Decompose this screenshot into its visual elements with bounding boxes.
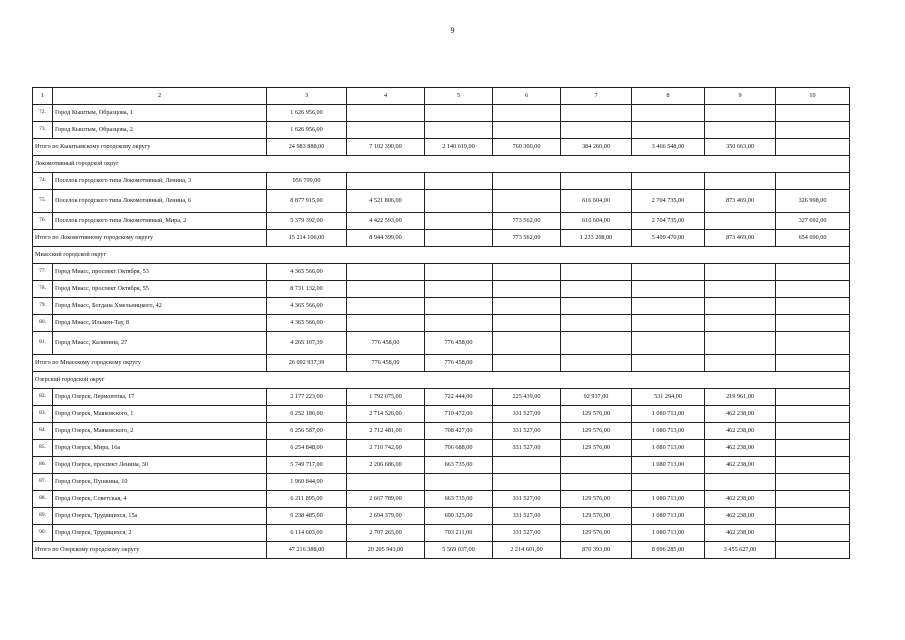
amount-cell: 5 749 717,00	[267, 457, 347, 474]
amount-cell: 1 080 713,00	[632, 406, 705, 423]
amount-cell	[776, 264, 850, 281]
table-row	[33, 474, 850, 491]
amount-cell	[776, 315, 850, 332]
amount-cell: 462 238,00	[705, 508, 776, 525]
amount-cell	[493, 190, 561, 213]
amount-cell	[776, 122, 850, 139]
amount-cell: 2 177 223,00	[267, 389, 347, 406]
table-row	[33, 122, 850, 139]
amount-cell: 708 427,00	[425, 423, 493, 440]
amount-cell: 776 458,00	[347, 355, 425, 372]
amount-cell	[347, 281, 425, 298]
address-cell: Город Кыштым, Образцова, 2	[53, 122, 267, 139]
section-label: Озерский городской округ	[33, 372, 850, 389]
amount-cell	[705, 298, 776, 315]
amount-cell: 6 238 485,00	[267, 508, 347, 525]
amount-cell: 462 238,00	[705, 457, 776, 474]
address-cell: Город Миасс, проспект Октября, 55	[53, 281, 267, 298]
amount-cell	[425, 264, 493, 281]
row-number: 89.	[33, 508, 53, 525]
amount-cell: 6 254 848,00	[267, 440, 347, 457]
header-cell: 3	[267, 88, 347, 105]
header-cell: 4	[347, 88, 425, 105]
table-row	[33, 298, 850, 315]
amount-cell	[493, 264, 561, 281]
table-row	[33, 423, 850, 440]
amount-cell: 2 714 526,00	[347, 406, 425, 423]
amount-cell: 331 527,00	[493, 525, 561, 542]
header-cell: 6	[493, 88, 561, 105]
amount-cell: 462 238,00	[705, 440, 776, 457]
amount-cell: 4 265 107,39	[267, 332, 347, 355]
total-label: Итого по Озерскому городскому округу	[33, 542, 267, 559]
amount-cell	[776, 508, 850, 525]
amount-cell: 776 458,00	[347, 332, 425, 355]
amount-cell: 15 214 106,00	[267, 230, 347, 247]
table-row	[33, 315, 850, 332]
row-number: 80.	[33, 315, 53, 332]
amount-cell	[776, 355, 850, 372]
amount-cell: 8 944 399,00	[347, 230, 425, 247]
amount-cell: 350 663,00	[705, 139, 776, 156]
address-cell: Поселок городского типа Локомотивный, Ленина, 6	[53, 190, 267, 213]
amount-cell	[425, 173, 493, 190]
amount-cell: 1 080 713,00	[632, 508, 705, 525]
amount-cell: 462 238,00	[705, 423, 776, 440]
amount-cell	[776, 173, 850, 190]
amount-cell: 8 731 132,00	[267, 281, 347, 298]
amount-cell: 1 626 956,00	[267, 122, 347, 139]
row-number: 87.	[33, 474, 53, 491]
amount-cell: 331 527,00	[493, 491, 561, 508]
amount-cell: 1 626 956,00	[267, 105, 347, 122]
table-row	[33, 508, 850, 525]
row-number: 78.	[33, 281, 53, 298]
amount-cell	[561, 315, 632, 332]
section-label: Локомотивный городской округ	[33, 156, 850, 173]
amount-cell: 4 422 593,00	[347, 213, 425, 230]
amount-cell: 773 562,00	[493, 230, 561, 247]
amount-cell: 462 238,00	[705, 491, 776, 508]
amount-cell	[493, 122, 561, 139]
amount-cell: 3 466 548,00	[632, 139, 705, 156]
amount-cell	[493, 355, 561, 372]
amount-cell	[776, 440, 850, 457]
amount-cell	[776, 491, 850, 508]
amount-cell: 20 205 943,00	[347, 542, 425, 559]
amount-cell	[493, 298, 561, 315]
amount-cell	[561, 281, 632, 298]
amount-cell: 3 455 627,00	[705, 542, 776, 559]
amount-cell	[776, 139, 850, 156]
amount-cell	[776, 525, 850, 542]
amount-cell: 129 576,00	[561, 440, 632, 457]
amount-cell	[493, 173, 561, 190]
amount-cell	[425, 122, 493, 139]
amount-cell: 531 294,00	[632, 389, 705, 406]
address-cell: Город Озерск, Трудящихся, 15а	[53, 508, 267, 525]
amount-cell: 2 707 265,00	[347, 525, 425, 542]
amount-cell	[493, 457, 561, 474]
amount-cell	[561, 173, 632, 190]
header-cell: 5	[425, 88, 493, 105]
table-row	[33, 440, 850, 457]
row-number: 81.	[33, 332, 53, 355]
table-row	[33, 332, 850, 355]
amount-cell	[561, 122, 632, 139]
amount-cell	[705, 213, 776, 230]
row-number: 83.	[33, 406, 53, 423]
amount-cell	[632, 281, 705, 298]
total-row	[33, 139, 850, 156]
amount-cell	[705, 173, 776, 190]
address-cell: Город Озерск, Пушкина, 10	[53, 474, 267, 491]
amount-cell: 870 393,00	[561, 542, 632, 559]
amount-cell: 7 102 390,00	[347, 139, 425, 156]
amount-cell	[776, 298, 850, 315]
table-row	[33, 457, 850, 474]
amount-cell: 1 080 713,00	[632, 491, 705, 508]
amount-cell: 873 469,00	[705, 230, 776, 247]
amount-cell: 4 365 566,00	[267, 315, 347, 332]
amount-cell	[561, 474, 632, 491]
amount-cell	[561, 298, 632, 315]
amount-cell: 1 080 713,00	[632, 525, 705, 542]
page-number: 9	[450, 26, 455, 35]
address-cell: Город Миасс, Калинина, 27	[53, 332, 267, 355]
row-number: 84.	[33, 423, 53, 440]
amount-cell	[347, 173, 425, 190]
amount-cell: 2 140 619,00	[425, 139, 493, 156]
amount-cell	[347, 474, 425, 491]
amount-cell: 703 211,00	[425, 525, 493, 542]
amount-cell	[705, 355, 776, 372]
row-number: 82.	[33, 389, 53, 406]
address-cell: Город Миасс, Богдана Хмельницкого, 42	[53, 298, 267, 315]
amount-cell: 331 527,00	[493, 406, 561, 423]
amount-cell: 663 735,00	[425, 491, 493, 508]
amount-cell: 663 735,00	[425, 457, 493, 474]
row-number: 74.	[33, 173, 53, 190]
row-number: 88.	[33, 491, 53, 508]
table-row	[33, 525, 850, 542]
amount-cell	[632, 264, 705, 281]
amount-cell: 2 710 742,00	[347, 440, 425, 457]
amount-cell: 1 080 713,00	[632, 457, 705, 474]
amount-cell	[776, 105, 850, 122]
amount-cell: 873 469,00	[705, 190, 776, 213]
row-number: 86.	[33, 457, 53, 474]
total-row	[33, 355, 850, 372]
amount-cell: 2 214 601,00	[493, 542, 561, 559]
amount-cell	[705, 281, 776, 298]
amount-cell	[561, 105, 632, 122]
amount-cell: 706 688,00	[425, 440, 493, 457]
table-row	[33, 406, 850, 423]
total-row	[33, 230, 850, 247]
amount-cell	[493, 474, 561, 491]
table-row	[33, 190, 850, 213]
amount-cell	[425, 315, 493, 332]
amount-cell	[632, 298, 705, 315]
amount-cell	[632, 315, 705, 332]
address-cell: Город Озерск, Мира, 16а	[53, 440, 267, 457]
header-cell: 2	[53, 88, 267, 105]
amount-cell: 956 799,00	[267, 173, 347, 190]
amount-cell: 760 300,00	[493, 139, 561, 156]
amount-cell	[776, 389, 850, 406]
amount-cell	[705, 332, 776, 355]
amount-cell: 8 877 915,00	[267, 190, 347, 213]
address-cell: Поселок городского типа Локомотивный, Ленина, 3	[53, 173, 267, 190]
amount-cell	[776, 457, 850, 474]
amount-cell: 654 690,00	[776, 230, 850, 247]
amount-cell	[425, 230, 493, 247]
amount-cell	[776, 406, 850, 423]
address-cell: Город Миасс, Ильмен-Тау, 8	[53, 315, 267, 332]
amount-cell	[493, 105, 561, 122]
amount-cell	[425, 281, 493, 298]
address-cell: Город Озерск, Лермонтова, 17	[53, 389, 267, 406]
table-row	[33, 264, 850, 281]
amount-cell: 384 260,00	[561, 139, 632, 156]
amount-cell	[705, 315, 776, 332]
amount-cell	[425, 105, 493, 122]
amount-cell: 462 238,00	[705, 406, 776, 423]
amount-cell	[425, 213, 493, 230]
amount-cell: 1 080 713,00	[632, 423, 705, 440]
amount-cell: 26 092 937,39	[267, 355, 347, 372]
amount-cell	[776, 423, 850, 440]
amount-cell: 5 409 470,00	[632, 230, 705, 247]
amount-cell: 1 080 713,00	[632, 440, 705, 457]
amount-cell	[632, 474, 705, 491]
row-number: 76.	[33, 213, 53, 230]
section-row	[33, 156, 850, 173]
row-number: 79.	[33, 298, 53, 315]
header-cell: 1	[33, 88, 53, 105]
amount-cell: 2 704 735,00	[632, 213, 705, 230]
amount-cell	[347, 315, 425, 332]
header-cell: 7	[561, 88, 632, 105]
address-cell: Город Озерск, Советская, 4	[53, 491, 267, 508]
amount-cell	[632, 355, 705, 372]
address-cell: Город Озерск, Трудящихся, 2	[53, 525, 267, 542]
amount-cell: 129 576,00	[561, 525, 632, 542]
amount-cell	[776, 474, 850, 491]
amount-cell	[347, 105, 425, 122]
amount-cell: 129 576,00	[561, 491, 632, 508]
amount-cell: 326 998,00	[776, 190, 850, 213]
amount-cell	[493, 281, 561, 298]
amount-cell: 129 576,00	[561, 406, 632, 423]
table-row	[33, 491, 850, 508]
amount-cell	[347, 122, 425, 139]
table-row	[33, 281, 850, 298]
amount-cell: 6 211 895,00	[267, 491, 347, 508]
amount-cell: 4 521 806,00	[347, 190, 425, 213]
amount-cell: 616 604,00	[561, 213, 632, 230]
amount-cell: 773 562,00	[493, 213, 561, 230]
amount-cell: 47 216 388,00	[267, 542, 347, 559]
header-row	[33, 88, 850, 105]
address-cell: Поселок городского типа Локомотивный, Мира, 2	[53, 213, 267, 230]
header-cell: 8	[632, 88, 705, 105]
amount-cell	[632, 105, 705, 122]
amount-cell	[705, 264, 776, 281]
row-number: 75.	[33, 190, 53, 213]
section-row	[33, 372, 850, 389]
address-cell: Город Миасс, проспект Октября, 53	[53, 264, 267, 281]
amount-cell	[705, 122, 776, 139]
amount-cell: 2 704 735,00	[632, 190, 705, 213]
amount-cell	[561, 457, 632, 474]
amount-cell	[776, 542, 850, 559]
amount-cell	[561, 264, 632, 281]
amount-cell: 8 096 285,00	[632, 542, 705, 559]
row-number: 90.	[33, 525, 53, 542]
section-label: Миасский городской округ	[33, 247, 850, 264]
amount-cell: 5 569 037,00	[425, 542, 493, 559]
amount-cell: 6 114 603,00	[267, 525, 347, 542]
header-cell: 10	[776, 88, 850, 105]
amount-cell	[493, 332, 561, 355]
amount-cell	[561, 355, 632, 372]
amount-cell	[705, 105, 776, 122]
row-number: 73.	[33, 122, 53, 139]
amount-cell: 1 792 075,00	[347, 389, 425, 406]
amount-cell: 462 238,00	[705, 525, 776, 542]
total-label: Итого по Локомотивному городскому округу	[33, 230, 267, 247]
amount-cell: 616 604,00	[561, 190, 632, 213]
amount-cell: 776 458,00	[425, 332, 493, 355]
amount-cell: 331 527,00	[493, 508, 561, 525]
amount-cell: 4 365 566,00	[267, 264, 347, 281]
row-number: 85.	[33, 440, 53, 457]
amount-cell	[425, 474, 493, 491]
address-cell: Город Озерск, Маяковского, 2	[53, 423, 267, 440]
row-number: 72.	[33, 105, 53, 122]
amount-cell	[425, 298, 493, 315]
total-label: Итого по Кыштымскому городскому округу	[33, 139, 267, 156]
address-cell: Город Озерск, проспект Ленина, 30	[53, 457, 267, 474]
budget-table	[32, 87, 850, 559]
amount-cell: 6 256 587,00	[267, 423, 347, 440]
amount-cell: 2 694 379,00	[347, 508, 425, 525]
amount-cell: 722 444,00	[425, 389, 493, 406]
amount-cell	[425, 190, 493, 213]
amount-cell: 1 960 844,00	[267, 474, 347, 491]
amount-cell	[347, 264, 425, 281]
amount-cell	[493, 315, 561, 332]
amount-cell: 6 252 186,00	[267, 406, 347, 423]
amount-cell	[561, 332, 632, 355]
amount-cell	[776, 332, 850, 355]
section-row	[33, 247, 850, 264]
amount-cell	[632, 173, 705, 190]
amount-cell: 4 365 566,00	[267, 298, 347, 315]
amount-cell: 129 576,00	[561, 508, 632, 525]
amount-cell: 129 576,00	[561, 423, 632, 440]
amount-cell: 331 527,00	[493, 440, 561, 457]
table-row	[33, 213, 850, 230]
amount-cell	[705, 474, 776, 491]
table-row	[33, 105, 850, 122]
amount-cell: 2 206 686,00	[347, 457, 425, 474]
address-cell: Город Кыштым, Образцова, 1	[53, 105, 267, 122]
amount-cell: 92 937,00	[561, 389, 632, 406]
amount-cell: 219 961,00	[705, 389, 776, 406]
amount-cell: 5 379 392,00	[267, 213, 347, 230]
amount-cell: 690 325,00	[425, 508, 493, 525]
amount-cell: 2 712 481,00	[347, 423, 425, 440]
amount-cell	[632, 332, 705, 355]
amount-cell: 327 692,00	[776, 213, 850, 230]
header-cell: 9	[705, 88, 776, 105]
amount-cell: 2 667 789,00	[347, 491, 425, 508]
amount-cell: 710 472,00	[425, 406, 493, 423]
address-cell: Город Озерск, Маяковского, 1	[53, 406, 267, 423]
table-row	[33, 389, 850, 406]
amount-cell: 776 458,00	[425, 355, 493, 372]
total-label: Итого по Миасскому городскому округу	[33, 355, 267, 372]
table-row	[33, 173, 850, 190]
amount-cell: 1 233 208,00	[561, 230, 632, 247]
row-number: 77.	[33, 264, 53, 281]
amount-cell: 24 983 888,00	[267, 139, 347, 156]
total-row	[33, 542, 850, 559]
amount-cell: 225 439,00	[493, 389, 561, 406]
amount-cell: 331 527,00	[493, 423, 561, 440]
amount-cell	[632, 122, 705, 139]
amount-cell	[776, 281, 850, 298]
amount-cell	[347, 298, 425, 315]
